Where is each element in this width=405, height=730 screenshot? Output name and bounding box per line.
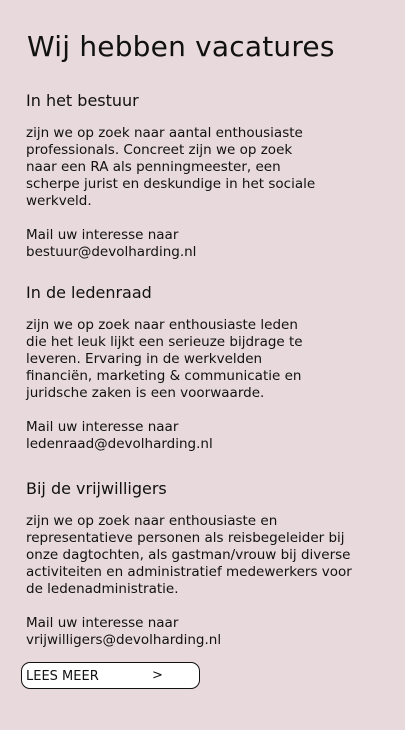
mail-label: Mail uw interesse naar	[26, 615, 179, 631]
body-line: activiteiten en administratief medewerkers voor	[26, 564, 352, 580]
section-body-vrijwilligers	[26, 513, 371, 598]
page-title: Wij hebben vacatures	[27, 30, 335, 63]
section-heading-vrijwilligers: Bij de vrijwilligers	[26, 479, 167, 498]
lees-meer-label: LEES MEER	[26, 669, 99, 684]
body-line: zijn we op zoek naar enthousiaste leden	[26, 317, 298, 333]
mail-address-vrijwilligers[interactable]: vrijwilligers@devolharding.nl	[26, 632, 222, 648]
body-line: leveren. Ervaring in de werkvelden	[26, 351, 263, 367]
mail-block-vrijwilligers	[26, 615, 371, 649]
body-line: zijn we op zoek naar enthousiaste en	[26, 513, 278, 529]
mail-address-ledenraad[interactable]: ledenraad@devolharding.nl	[26, 436, 213, 452]
body-line: naar een RA als penningmeester, een	[26, 159, 281, 175]
lees-meer-button[interactable]	[21, 662, 200, 689]
body-line: professionals. Concreet zijn we op zoek	[26, 142, 293, 158]
section-vrijwilligers	[26, 479, 371, 649]
body-line: de ledenadministratie.	[26, 581, 179, 597]
section-bestuur	[26, 91, 371, 261]
section-body-bestuur	[26, 125, 371, 210]
body-line: zijn we op zoek naar aantal enthousiaste	[26, 125, 303, 141]
body-line: scherpe jurist en deskundige in het sociale	[26, 176, 316, 192]
mail-block-ledenraad	[26, 419, 371, 453]
body-line: onze dagtochten, als gastman/vrouw bij diverse	[26, 547, 351, 563]
section-body-ledenraad	[26, 317, 371, 402]
mail-label: Mail uw interesse naar	[26, 419, 179, 435]
mail-block-bestuur	[26, 227, 371, 261]
body-line: die het leuk lijkt een serieuze bijdrage te	[26, 334, 303, 350]
body-line: juridsche zaken is een voorwaarde.	[26, 385, 265, 401]
chevron-right-icon: >	[152, 668, 163, 683]
section-heading-ledenraad: In de ledenraad	[26, 283, 152, 302]
mail-address-bestuur[interactable]: bestuur@devolharding.nl	[26, 244, 197, 260]
body-line: financiën, marketing & communicatie en	[26, 368, 302, 384]
body-line: werkveld.	[26, 193, 92, 209]
body-line: representatieve personen als reisbegeleider bij	[26, 530, 345, 546]
section-heading-bestuur: In het bestuur	[26, 91, 139, 110]
section-ledenraad	[26, 283, 371, 453]
mail-label: Mail uw interesse naar	[26, 227, 179, 243]
